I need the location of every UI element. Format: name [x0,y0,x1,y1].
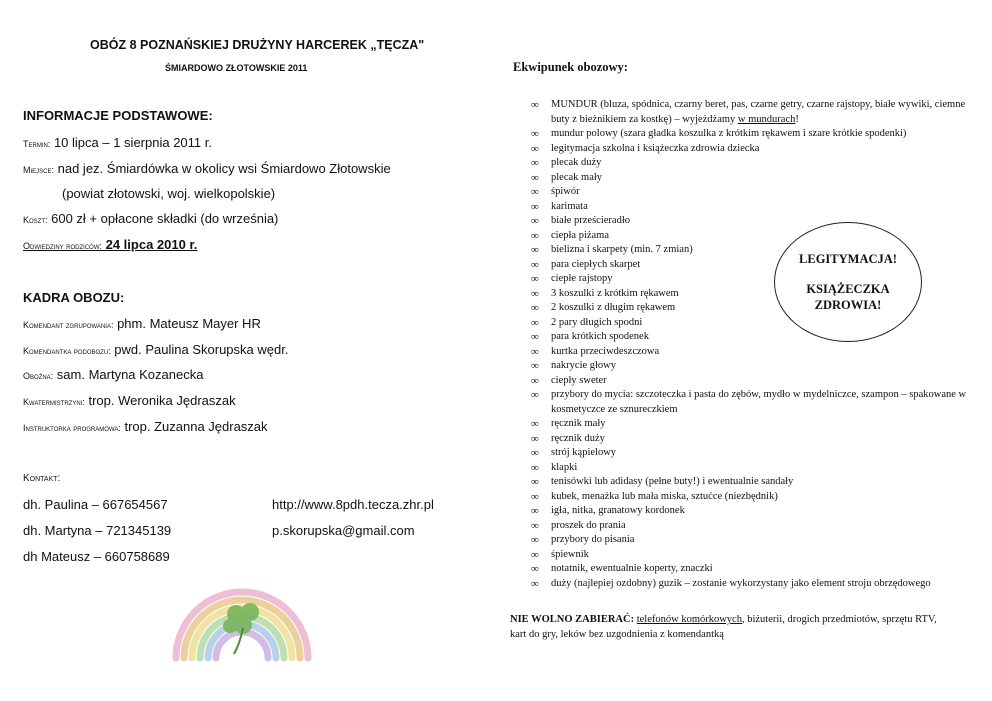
koszt-line [23,211,278,226]
kadra-row [23,393,236,408]
camp-title: OBÓZ 8 POZNAŃSKIEJ DRUŻYNY HARCEREK „TĘCZA" [90,38,425,52]
kadra-row [23,342,288,357]
item-text: ciepłe rajstopy [551,273,613,284]
list-item [531,345,971,360]
kadra-name: trop. Zuzanna Jędraszak [120,419,268,434]
item-text: tenisówki lub adidasy (pełne buty!) i ewentualnie sandały [551,476,794,487]
list-item [531,446,971,461]
infinity-bullet-icon: ∞ [531,273,539,285]
note-underlined: telefonów komórkowych [636,614,742,625]
item-text: ciepła piżama [551,229,610,241]
item-text: ! [795,113,799,125]
rainbow-clover-drawing [168,568,316,664]
infinity-bullet-icon: ∞ [531,302,539,314]
item-text: klapki [551,461,578,473]
item-text: para ciepłych skarpet [551,258,641,270]
kadra-row [23,316,261,331]
oval-line: ZDROWIA! [814,298,882,312]
infinity-bullet-icon: ∞ [531,432,539,445]
item-text: przybory do mycia: szczoteczka i pasta do zębów, mydło w mydelniczce, szampon – spakowane w kosmetyczce ze sznureczkiem [551,389,967,415]
item-text: MUNDUR (bluza, spódnica, czarny beret, pas, czarne getry, czarne rajstopy, białe wywiki, ciemne buty z bieżnikiem za kostkę) – wyjeżdżamy [551,99,966,125]
item-text: białe prześcieradło [551,215,630,226]
infinity-bullet-icon: ∞ [531,142,539,155]
infinity-bullet-icon: ∞ [531,157,539,169]
kadra-row [23,419,268,434]
kadra-role: Oboźna: [23,371,54,381]
item-text: para krótkich spodenek [551,331,649,342]
equipment-list [531,98,971,591]
infinity-bullet-icon: ∞ [531,345,539,358]
termin-label: Termin: [23,139,51,149]
odwiedziny-label: Odwiedziny rodziców: [23,241,102,251]
item-text: ręcznik duży [551,432,605,444]
contact-phone: dh Mateusz – 660758689 [23,549,170,564]
list-item [531,432,971,447]
forbidden-items-note [510,612,950,642]
kontakt-label: Kontakt: [23,473,61,484]
infinity-bullet-icon: ∞ [531,171,539,184]
item-text: 2 koszulki z długim rękawem [551,302,676,313]
miejsce-value: nad jez. Śmiardówka w okolicy wsi Śmiardowo Złotowskie [54,161,391,176]
item-text: śpiwór [551,186,580,197]
item-text: duży (najlepiej ozdobny) guzik – zostanie wykorzystany jako element stroju obrzędowego [551,577,931,589]
termin-line [23,135,212,150]
koszt-label: Koszt: [23,215,48,225]
infinity-bullet-icon: ∞ [531,534,539,546]
camp-subtitle: ŚMIARDOWO ZŁOTOWSKIE 2011 [165,63,308,73]
contact-phone: dh. Martyna – 721345139 [23,523,172,538]
list-item [531,142,971,157]
infinity-bullet-icon: ∞ [531,418,539,430]
item-text: plecak mały [551,171,603,183]
kadra-name: pwd. Paulina Skorupska wędr. [110,342,289,357]
miejsce-line [23,161,391,176]
infinity-bullet-icon: ∞ [531,331,539,343]
infinity-bullet-icon: ∞ [531,548,539,561]
infinity-bullet-icon: ∞ [531,505,539,517]
infinity-bullet-icon: ∞ [531,229,539,242]
koszt-value: 600 zł + opłacone składki (do września) [47,211,279,226]
list-item [531,475,971,490]
list-item [531,374,971,389]
infinity-bullet-icon: ∞ [531,186,539,198]
oval-line: LEGITYMACJA! [799,252,897,266]
item-text: przybory do pisania [551,534,635,545]
list-item [531,359,971,374]
infinity-bullet-icon: ∞ [531,287,539,300]
kadra-name: phm. Mateusz Mayer HR [113,316,261,331]
item-text: 2 pary długich spodni [551,316,643,328]
list-item [531,185,971,200]
infinity-bullet-icon: ∞ [531,99,539,111]
kadra-heading: KADRA OBOZU: [23,290,125,305]
item-text: notatnik, ewentualnie koperty, znaczki [551,563,713,574]
kadra-name: trop. Weronika Jędraszak [84,393,236,408]
list-item [531,417,971,432]
item-text: nakrycie głowy [551,360,617,371]
list-item [531,490,971,505]
miejsce-extra: (powiat złotowski, woj. wielkopolskie) [62,186,276,201]
documents-reminder-oval [774,222,922,342]
list-item [531,214,971,229]
item-text: 3 koszulki z krótkim rękawem [551,287,679,299]
kadra-role: Komendant zgrupowania: [23,320,114,330]
kadra-role: Komendantka podobozu: [23,346,111,356]
list-item [531,127,971,142]
kadra-role: Instruktorka programowa: [23,423,121,433]
infinity-bullet-icon: ∞ [531,447,539,459]
infinity-bullet-icon: ∞ [531,258,539,271]
kadra-role: Kwatermistrzyni: [23,397,85,407]
kadra-row [23,367,203,382]
infinity-bullet-icon: ∞ [531,316,539,329]
note-label: NIE WOLNO ZABIERAĆ: [510,614,635,625]
oval-line: KSIĄŻECZKA [806,282,890,296]
termin-value: 10 lipca – 1 sierpnia 2011 r. [50,135,212,150]
infinity-bullet-icon: ∞ [531,374,539,387]
item-text: mundur polowy (szara gładka koszulka z krótkim rękawem i szare krótkie spodenki) [551,128,907,139]
infinity-bullet-icon: ∞ [531,244,539,256]
item-text: bielizna i skarpety (min. 7 zmian) [551,244,693,255]
equipment-title: Ekwipunek obozowy: [513,60,628,74]
odwiedziny-value: 24 lipca 2010 r. [102,237,198,252]
miejsce-label: Miejsce: [23,165,55,175]
item-text: plecak duży [551,157,602,168]
infinity-bullet-icon: ∞ [531,389,539,401]
kadra-name: sam. Martyna Kozanecka [53,367,204,382]
infinity-bullet-icon: ∞ [531,519,539,532]
list-item [531,548,971,563]
list-item [531,519,971,534]
list-item [531,504,971,519]
info-heading: INFORMACJE PODSTAWOWE: [23,108,213,123]
list-item [531,156,971,171]
odwiedziny-line [23,237,197,252]
infinity-bullet-icon: ∞ [531,490,539,503]
note-rest: , biżuterii, drogich przedmiotów, sprzętu RTV, kart do gry, leków bez uzgodnienia z komendantką [510,614,937,640]
item-text: ręcznik mały [551,418,606,429]
list-item [531,461,971,476]
contact-phone: dh. Paulina – 667654567 [23,497,168,512]
list-item [531,330,971,345]
item-text: igła, nitka, granatowy kordonek [551,505,685,516]
infinity-bullet-icon: ∞ [531,128,539,140]
item-text: ciepły sweter [551,374,607,386]
website-link[interactable]: http://www.8pdh.tecza.zhr.pl [272,497,434,512]
item-underlined: w mundurach [737,113,796,125]
email-link[interactable]: p.skorupska@gmail.com [272,523,415,538]
list-item [531,98,971,127]
item-text: karimata [551,200,588,212]
list-item [531,388,971,417]
list-item [531,562,971,577]
infinity-bullet-icon: ∞ [531,476,539,488]
infinity-bullet-icon: ∞ [531,215,539,227]
infinity-bullet-icon: ∞ [531,563,539,575]
list-item [531,171,971,186]
item-text: śpiewnik [551,548,589,560]
infinity-bullet-icon: ∞ [531,461,539,474]
item-text: legitymacja szkolna i książeczka zdrowia dziecka [551,142,760,154]
infinity-bullet-icon: ∞ [531,360,539,372]
list-item [531,577,971,592]
list-item [531,229,971,244]
list-item [531,533,971,548]
infinity-bullet-icon: ∞ [531,577,539,590]
item-text: kurtka przeciwdeszczowa [551,345,660,357]
item-text: strój kąpielowy [551,447,617,458]
item-text: proszek do prania [551,519,626,531]
item-text: kubek, menażka lub mała miska, sztućce (niezbędnik) [551,490,778,502]
infinity-bullet-icon: ∞ [531,200,539,213]
list-item [531,200,971,215]
